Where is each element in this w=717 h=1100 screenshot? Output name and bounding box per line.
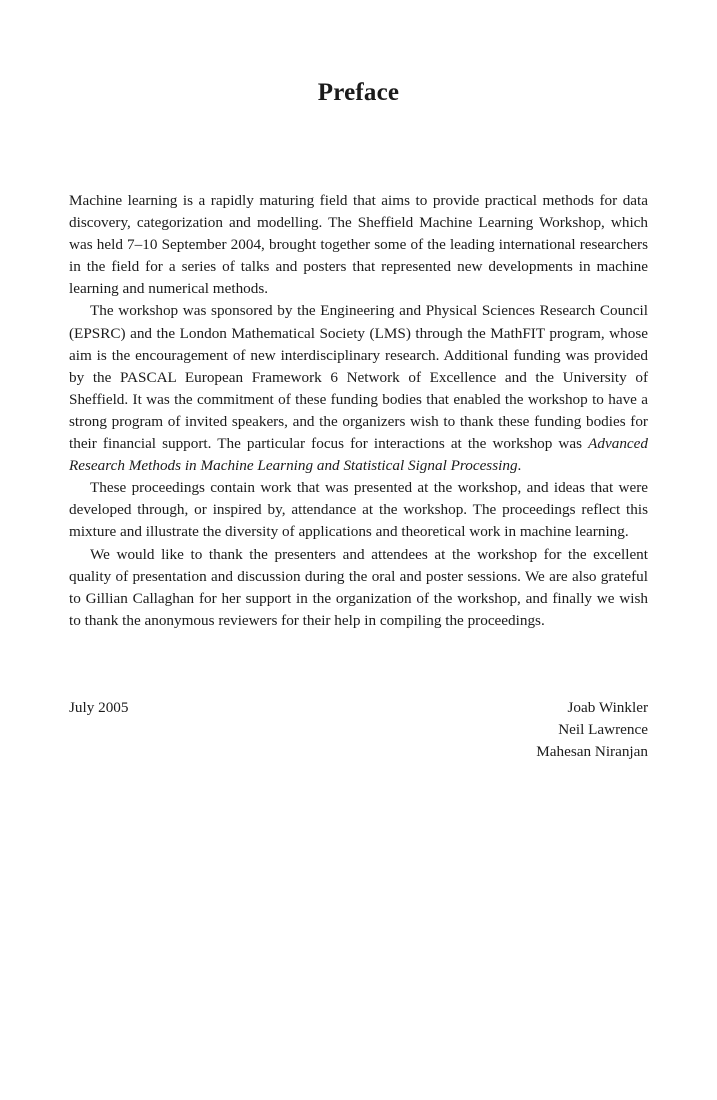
body-paragraph <box>69 190 648 300</box>
signature-block <box>69 697 648 763</box>
body-paragraph <box>69 300 648 477</box>
paragraph-text: Machine learning is a rapidly maturing field that aims to provide practical methods for data discovery, categorization and modelling. The Sheffield Machine Learning Workshop, which was held 7–10 September 2004, brought together some of the leading international researchers in the field for a series of talks and posters that represented new developments in machine learning and numerical methods. <box>69 192 648 298</box>
signature-row <box>69 697 648 763</box>
signature-authors <box>536 697 648 763</box>
emphasised-title-text: Advanced Research Methods in Machine Learning and Statistical Signal Processing <box>69 435 648 475</box>
body-paragraph <box>69 544 648 632</box>
preface-body <box>69 190 648 632</box>
paragraph-text: We would like to thank the presenters and attendees at the workshop for the excellent quality of presentation and discussion during the oral and poster sessions. We are also grateful to Gillian Callaghan for her support in the organization of the workshop, and finally we wish to thank the anonymous reviewers for their help in compiling the proceedings. <box>69 545 648 629</box>
signature-author-name: Mahesan Niranjan <box>536 743 648 761</box>
signature-author-name: Neil Lawrence <box>558 721 648 739</box>
paragraph-text: . <box>517 457 522 475</box>
signature-date: July 2005 <box>69 699 129 716</box>
signature-author-name: Joab Winkler <box>567 699 648 716</box>
page-title: Preface <box>317 79 400 106</box>
paragraph-text: The workshop was sponsored by the Engineering and Physical Sciences Research Council (EPSRC) and the London Mathematical Society (LMS) through the MathFIT program, whose aim is the encouragement of new interdisciplinary research. Additional funding was provided by the PASCAL European Framework 6 Network of Excellence and the University of Sheffield. It was the commitment of these funding bodies that enabled the workshop to have a strong program of invited speakers, and the organizers wish to thank these funding bodies for their financial support. The particular focus for interactions at the workshop was <box>69 302 648 453</box>
body-paragraph <box>69 477 648 543</box>
paragraph-text: These proceedings contain work that was presented at the workshop, and ideas that were developed through, or inspired by, attendance at the workshop. The proceedings reflect this mixture and illustrate the diversity of applications and theoretical work in machine learning. <box>69 479 648 541</box>
